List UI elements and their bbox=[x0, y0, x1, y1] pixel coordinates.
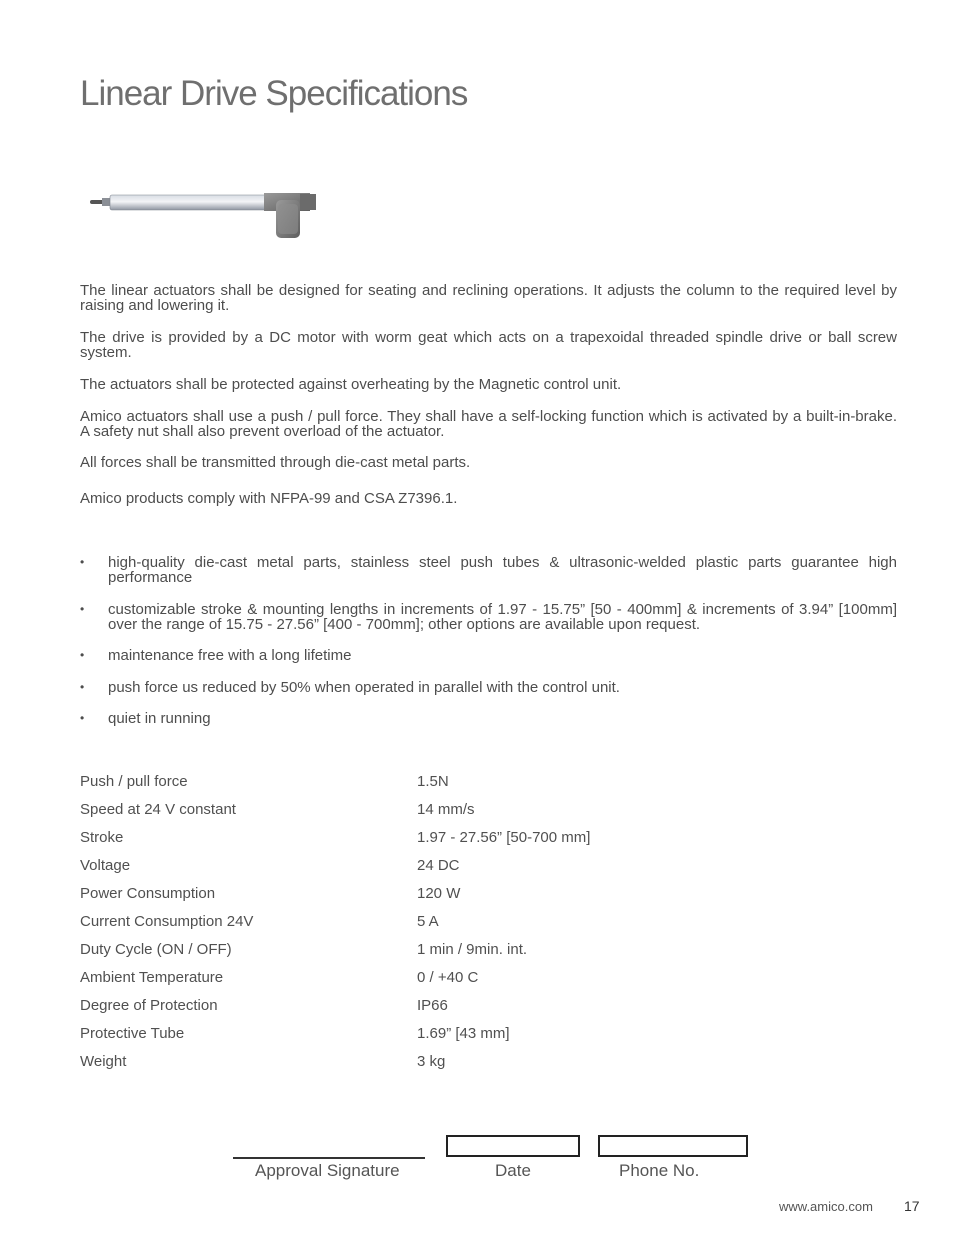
spec-row bbox=[80, 969, 680, 989]
spec-label: Degree of Protection bbox=[80, 997, 218, 1014]
spec-row bbox=[80, 773, 680, 793]
approval-signature-label: Approval Signature bbox=[255, 1161, 400, 1180]
bullet-icon: • bbox=[80, 711, 85, 725]
spec-row bbox=[80, 857, 680, 877]
spec-label: Speed at 24 V constant bbox=[80, 801, 236, 818]
list-item bbox=[80, 555, 897, 585]
spec-value: 0 / +40 C bbox=[417, 969, 479, 986]
intro-paragraph: The linear actuators shall be designed for seating and reclining operations. It adjusts the column to the required level by raising and lowering it. bbox=[80, 282, 897, 314]
spec-value: 3 kg bbox=[417, 1053, 446, 1070]
spec-row bbox=[80, 1053, 680, 1073]
spec-row bbox=[80, 885, 680, 905]
spec-value: 120 W bbox=[417, 885, 461, 902]
list-item bbox=[80, 680, 897, 695]
protection-paragraph: The actuators shall be protected against overheating by the Magnetic control unit. bbox=[80, 376, 622, 393]
phone-field[interactable] bbox=[598, 1135, 748, 1157]
spec-value: 14 mm/s bbox=[417, 801, 475, 818]
spec-label: Protective Tube bbox=[80, 1025, 185, 1042]
spec-value: IP66 bbox=[417, 997, 448, 1014]
date-label: Date bbox=[495, 1161, 531, 1180]
spec-value: 1 min / 9min. int. bbox=[417, 941, 528, 958]
list-item bbox=[80, 711, 897, 726]
spec-row bbox=[80, 1025, 680, 1045]
spec-label: Current Consumption 24V bbox=[80, 913, 254, 930]
page-title: Linear Drive Specifications bbox=[80, 74, 468, 113]
bullet-icon: • bbox=[80, 680, 85, 694]
bullet-icon: • bbox=[80, 602, 85, 616]
spec-label: Push / pull force bbox=[80, 773, 188, 790]
list-item-text: maintenance free with a long lifetime bbox=[108, 647, 352, 664]
spec-row bbox=[80, 941, 680, 961]
list-item bbox=[80, 648, 897, 663]
spec-label: Ambient Temperature bbox=[80, 969, 224, 986]
spec-label: Stroke bbox=[80, 829, 124, 846]
approval-signature-line[interactable] bbox=[233, 1157, 425, 1159]
drive-paragraph: The drive is provided by a DC motor with worm geat which acts on a trapexoidal threaded spindle drive or ball screw system. bbox=[80, 329, 897, 361]
spec-label: Weight bbox=[80, 1053, 127, 1070]
phone-label: Phone No. bbox=[619, 1161, 700, 1180]
spec-value: 24 DC bbox=[417, 857, 460, 874]
spec-row bbox=[80, 997, 680, 1017]
page-number: 17 bbox=[904, 1198, 920, 1214]
list-item-text: quiet in running bbox=[108, 710, 211, 727]
spec-label: Voltage bbox=[80, 857, 131, 874]
force-paragraph: Amico actuators shall use a push / pull force. They shall have a self-locking function which is activated by a built-in-brake. A safety nut shall also prevent overload of the actuator. bbox=[80, 408, 897, 440]
list-item-text: high-quality die-cast metal parts, stainless steel push tubes & ultrasonic-welded plastic parts guarantee high performance bbox=[108, 554, 897, 586]
compliance-paragraph: Amico products comply with NFPA-99 and CSA Z7396.1. bbox=[80, 490, 458, 507]
footer-website: www.amico.com bbox=[779, 1199, 873, 1214]
bullet-icon: • bbox=[80, 555, 85, 569]
spec-row bbox=[80, 829, 680, 849]
spec-label: Duty Cycle (ON / OFF) bbox=[80, 941, 232, 958]
list-item-text: customizable stroke & mounting lengths in increments of 1.97 - 15.75” [50 - 400mm] & increments of 3.94” [100mm] over the range of 15.75 - 27.56” [400 - 700mm]; other options are available upon request. bbox=[108, 601, 897, 633]
spec-row bbox=[80, 801, 680, 821]
spec-row bbox=[80, 913, 680, 933]
list-item bbox=[80, 602, 897, 632]
spec-value: 1.5N bbox=[417, 773, 449, 790]
linear-actuator-image bbox=[88, 186, 320, 242]
spec-value: 1.69” [43 mm] bbox=[417, 1025, 510, 1042]
date-field[interactable] bbox=[446, 1135, 580, 1157]
list-item-text: push force us reduced by 50% when operated in parallel with the control unit. bbox=[108, 679, 620, 696]
spec-label: Power Consumption bbox=[80, 885, 216, 902]
spec-value: 5 A bbox=[417, 913, 439, 930]
bullet-icon: • bbox=[80, 648, 85, 662]
metal-parts-paragraph: All forces shall be transmitted through die-cast metal parts. bbox=[80, 454, 471, 471]
spec-value: 1.97 - 27.56” [50-700 mm] bbox=[417, 829, 591, 846]
